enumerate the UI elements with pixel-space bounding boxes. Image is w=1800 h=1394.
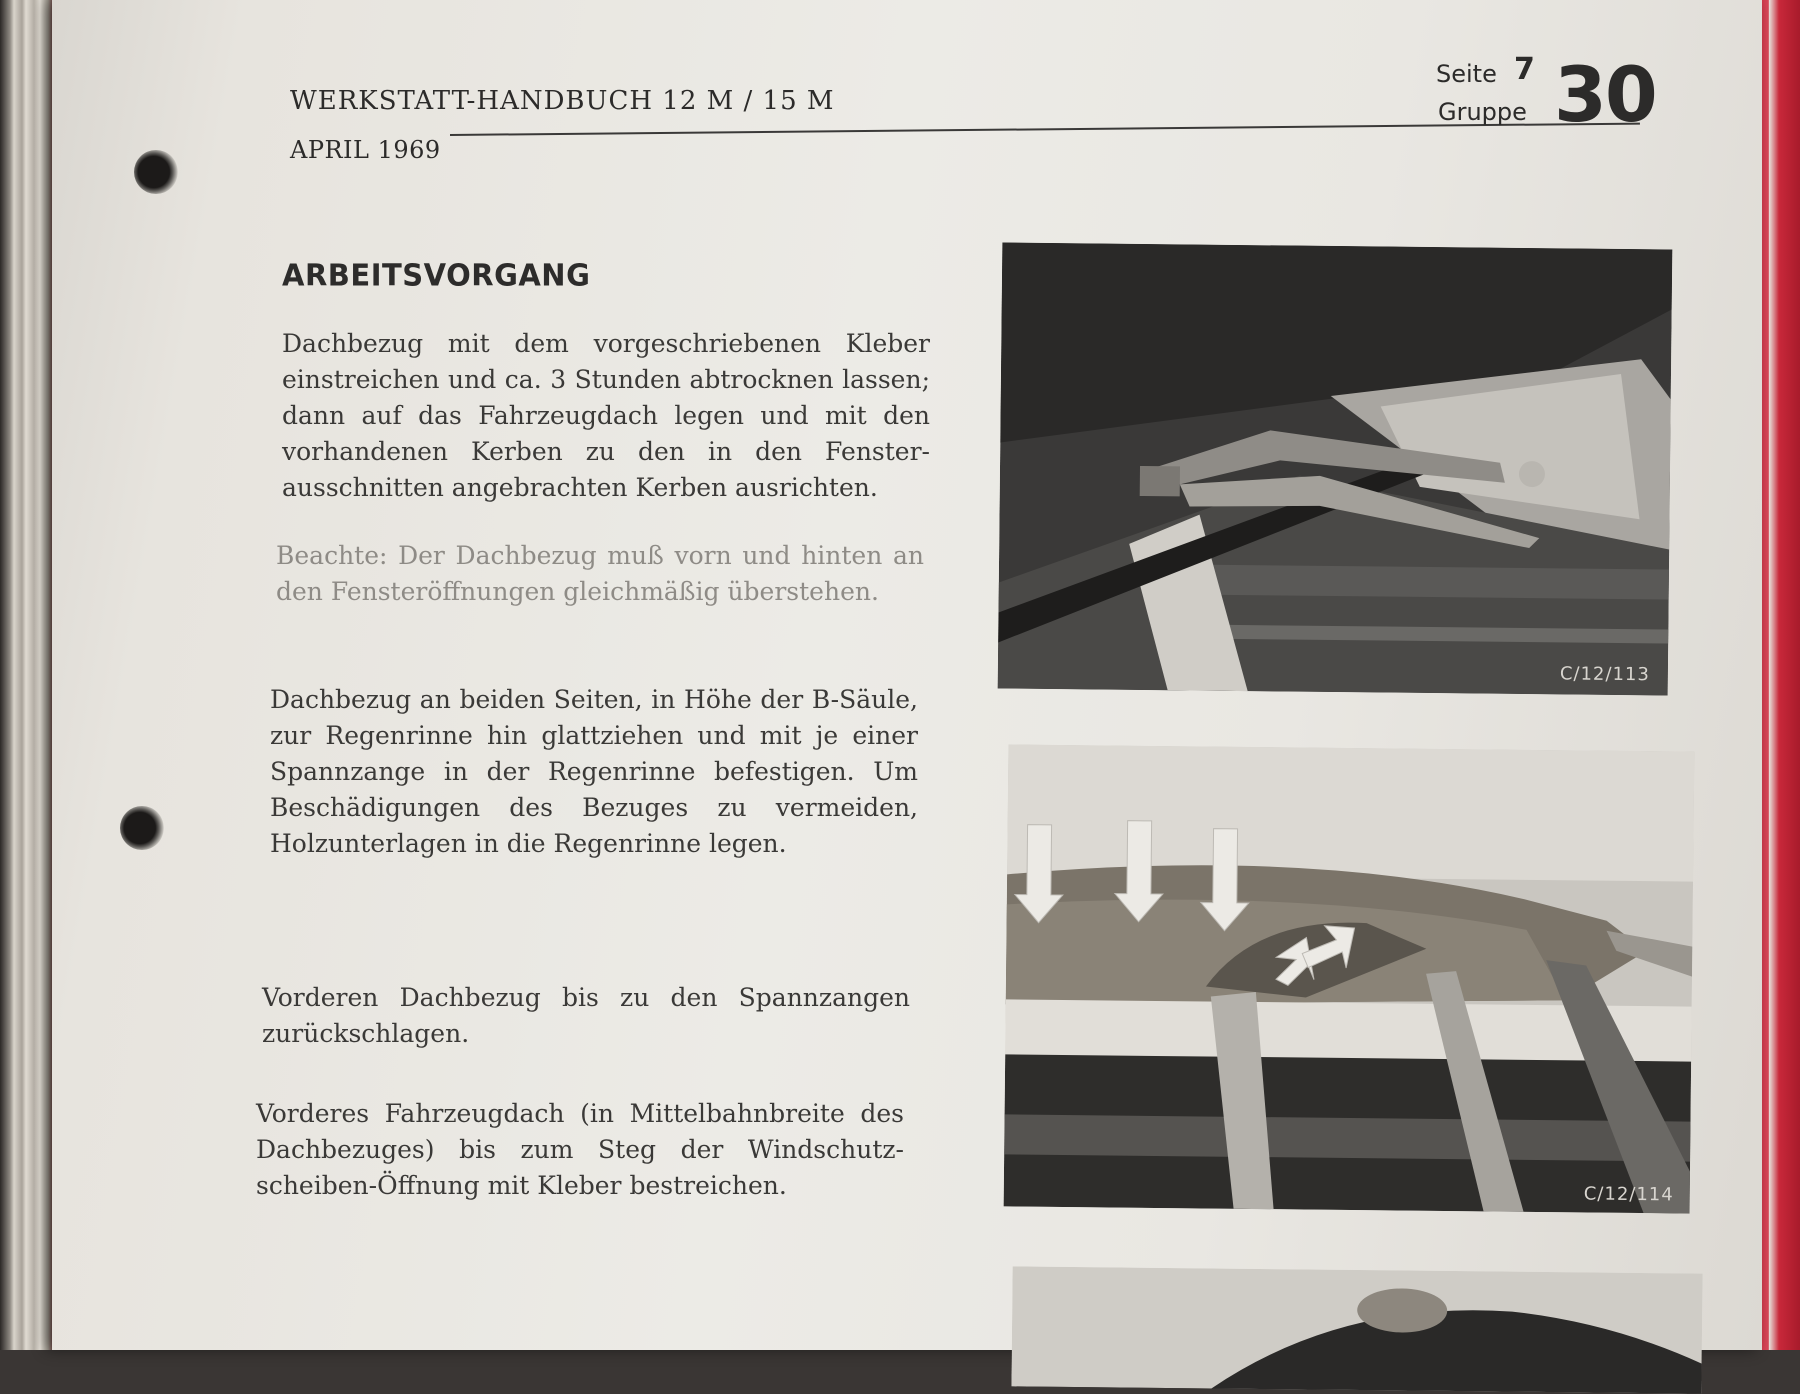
figure-code-2: C/12/114	[1583, 1183, 1674, 1206]
page-header	[290, 86, 835, 116]
punch-hole-top	[134, 150, 178, 194]
paragraph-5: Vorderes Fahrzeugdach (in Mittelbahnbreite des Dachbezuges) bis zum Steg der Windschutzscheiben-Öffnung mit Kleber bestreichen.	[256, 1099, 904, 1200]
paragraph-3: Dachbezug an beiden Seiten, in Höhe der B-Säule, zur Regenrinne hin glattziehen und mit je einer Spannzange in der Regenrinne befestigen. Um Beschädigungen des Bezuges zu vermeiden, Holzunterlagen in die Regenrinne legen.	[270, 685, 918, 858]
figure-photo-clamp	[998, 243, 1673, 696]
gruppe-label: Gruppe	[1438, 98, 1527, 126]
figure-photo-roof-arrows	[1004, 744, 1695, 1213]
punch-hole-bottom	[120, 806, 164, 850]
figure-code-1: C/12/113	[1559, 663, 1650, 686]
paragraph-2-note: Beachte: Der Dachbezug muß vorn und hinten an den Fensteröffnungen gleichmäßig überstehen.	[276, 541, 924, 606]
section-heading: ARBEITSVORGANG	[282, 257, 591, 293]
seite-number: 7	[1514, 52, 1535, 87]
photo-partial-illustration	[1011, 1266, 1702, 1393]
seite-label: Seite	[1436, 60, 1497, 88]
gruppe-number: 30	[1554, 50, 1656, 139]
paragraph-1: Dachbezug mit dem vorgeschriebenen Kleber einstreichen und ca. 3 Stunden abtrocknen lassen; dann auf das Fahrzeugdach legen und mit den vorhandenen Kerben zu den in den Fensterausschnitten angebrachten Kerben ausrichten.	[282, 329, 930, 502]
document-title: WERKSTATT-HANDBUCH 12 M / 15 M	[290, 86, 835, 116]
paragraph-4: Vorderen Dachbezug bis zu den Spannzangen zurückschlagen.	[262, 983, 910, 1048]
photo-clamp-illustration	[998, 243, 1673, 696]
figure-photo-partial	[1011, 1266, 1702, 1393]
photo-roof-illustration	[1004, 744, 1695, 1213]
document-date: APRIL 1969	[290, 136, 441, 164]
